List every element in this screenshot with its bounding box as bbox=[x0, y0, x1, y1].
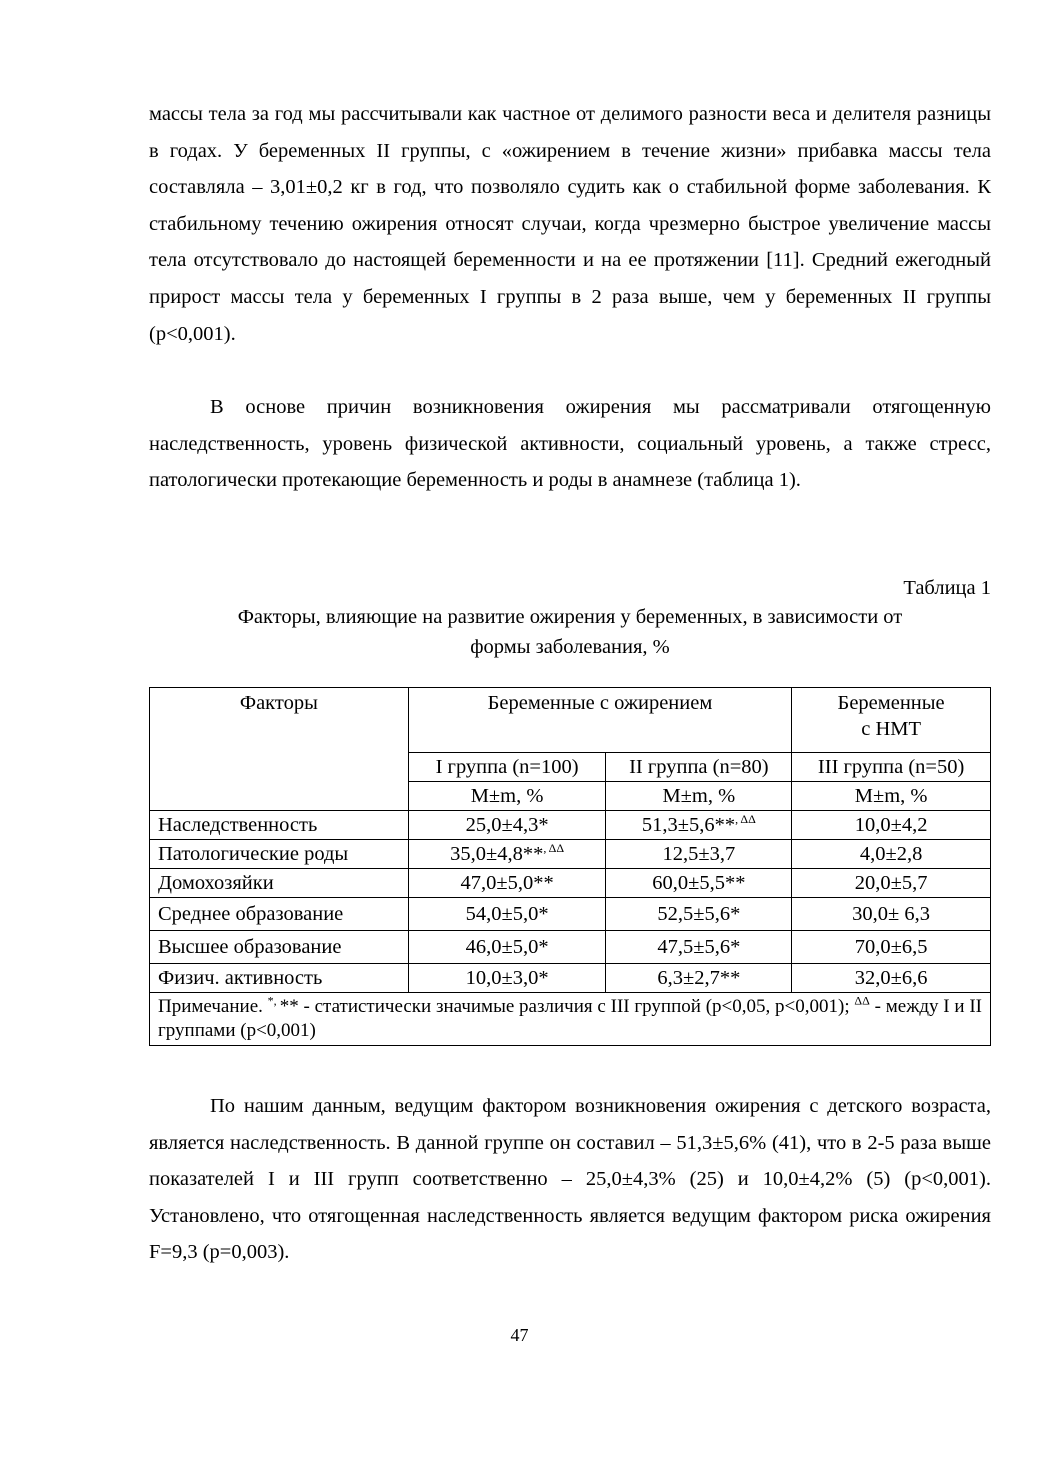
row-group-2-value: 60,0±5,5** bbox=[606, 869, 792, 898]
paragraph-2: В основе причин возникновения ожирения мы рассматривали отягощенную наследственность, уровень физической активности, социальный уровень, а также стресс, патологически протекающие беременность и роды в анамнезе (таблица 1). bbox=[149, 396, 991, 492]
row-group-3-value: 30,0± 6,3 bbox=[792, 898, 991, 931]
header-factors: Факторы bbox=[150, 688, 409, 811]
table-row bbox=[150, 869, 991, 898]
row-group-1-value: 46,0±5,0* bbox=[408, 931, 606, 964]
row-group-3-value: 70,0±6,5 bbox=[792, 931, 991, 964]
row-group-3-value: 32,0±6,6 bbox=[792, 964, 991, 993]
row-group-2-value: 51,3±5,6**$^{, \Delta\Delta}$ bbox=[606, 811, 792, 840]
header-unit-1: M±m, % bbox=[408, 782, 606, 811]
row-group-3-value: 4,0±2,8 bbox=[792, 840, 991, 869]
row-factor: Высшее образование bbox=[150, 931, 409, 964]
header-group-3: III группа (n=50) bbox=[792, 753, 991, 782]
row-group-1-value: 25,0±4,3* bbox=[408, 811, 606, 840]
row-factor: Патологические роды bbox=[150, 840, 409, 869]
table-label: Таблица 1 bbox=[903, 577, 991, 599]
table-title-line-2: формы заболевания, % bbox=[470, 636, 670, 658]
table-row bbox=[150, 811, 991, 840]
table-title bbox=[149, 602, 991, 662]
row-factor: Наследственность bbox=[150, 811, 409, 840]
row-group-1-value: 10,0±3,0* bbox=[408, 964, 606, 993]
header-nmt-line-1: Беременные bbox=[837, 692, 945, 714]
header-nmt bbox=[792, 688, 991, 753]
header-group-2: II группа (n=80) bbox=[606, 753, 792, 782]
table-note: Примечание. *, ** - статистически значимые различия с III группой (p<0,05, p<0,001); $^{\Delta\Delta}$ - между I и II группами (p<0,001) bbox=[150, 993, 991, 1046]
row-factor: Физич. активность bbox=[150, 964, 409, 993]
table-row bbox=[150, 898, 991, 931]
header-nmt-line-2: с НМТ bbox=[861, 718, 921, 740]
row-group-2-value: 6,3±2,7** bbox=[606, 964, 792, 993]
row-group-1-value: 35,0±4,8**$^{, \Delta\Delta}$ bbox=[408, 840, 606, 869]
factors-table bbox=[149, 687, 991, 1046]
table-header-row bbox=[150, 688, 991, 753]
row-group-3-value: 20,0±5,7 bbox=[792, 869, 991, 898]
row-group-2-value: 52,5±5,6* bbox=[606, 898, 792, 931]
page-number: 47 bbox=[510, 1325, 529, 1345]
table-note-row bbox=[150, 993, 991, 1046]
paragraph-3: По нашим данным, ведущим фактором возникновения ожирения с детского возраста, является наследственность. В данной группе он составил – 51,3±5,6% (41), что в 2-5 раза выше показателей I и III групп соответственно – 25,0±4,3% (25) и 10,0±4,2% (5) (p<0,001). Установлено, что отягощенная наследственность является ведущим фактором риска ожирения F=9,3 (p=0,003). bbox=[149, 1095, 991, 1264]
row-group-2-value: 47,5±5,6* bbox=[606, 931, 792, 964]
row-factor: Домохозяйки bbox=[150, 869, 409, 898]
row-group-1-value: 47,0±5,0** bbox=[408, 869, 606, 898]
header-unit-2: M±m, % bbox=[606, 782, 792, 811]
header-obese: Беременные с ожирением bbox=[408, 688, 791, 753]
row-group-2-value: 12,5±3,7 bbox=[606, 840, 792, 869]
table-title-line-1: Факторы, влияющие на развитие ожирения у беременных, в зависимости от bbox=[237, 606, 903, 628]
row-group-1-value: 54,0±5,0* bbox=[408, 898, 606, 931]
row-factor: Среднее образование bbox=[150, 898, 409, 931]
table-row bbox=[150, 840, 991, 869]
table-row bbox=[150, 931, 991, 964]
table-row bbox=[150, 964, 991, 993]
paragraph-1: массы тела за год мы рассчитывали как частное от делимого разности веса и делителя разницы в годах. У беременных II группы, с «ожирением в течение жизни» прибавка массы тела составляла – 3,01±0,2 кг в год, что позволяло судить как о стабильной форме заболевания. К стабильному течению ожирения относят случаи, когда чрезмерно быстрое увеличение массы тела отсутствовало до настоящей беременности и на ее протяжении [11]. Средний ежегодный прирост массы тела у беременных I группы в 2 раза выше, чем у беременных II группы (p<0,001). bbox=[149, 103, 991, 345]
header-group-1: I группа (n=100) bbox=[408, 753, 606, 782]
header-unit-3: M±m, % bbox=[792, 782, 991, 811]
row-group-3-value: 10,0±4,2 bbox=[792, 811, 991, 840]
